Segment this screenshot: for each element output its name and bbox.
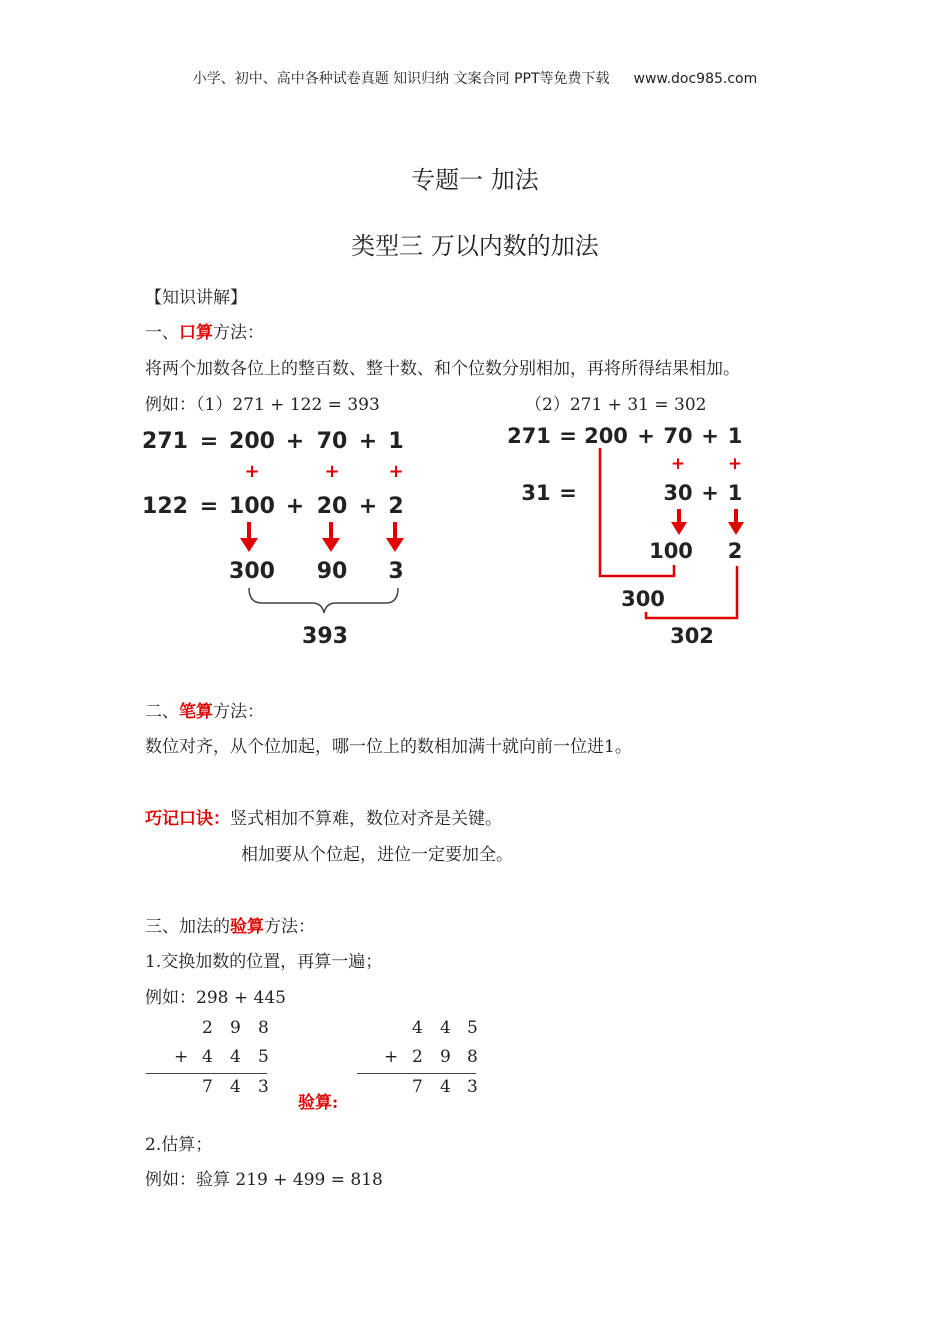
d1-plus-2: +: [388, 461, 404, 482]
d2-r1-6: 1: [727, 424, 743, 448]
v1-result-1: 4: [230, 1077, 241, 1097]
section-knowledge: 【知识讲解】: [145, 288, 247, 308]
oral-prefix: 一、: [145, 323, 179, 343]
check-prefix: 三、加法的: [145, 917, 230, 937]
d2-r2-4: 1: [727, 481, 743, 505]
d2-arrowhead-1: [728, 522, 744, 535]
v1-bottom-2: 5: [258, 1047, 269, 1067]
v2-rule: [357, 1073, 476, 1074]
mnemonic-text-1: 竖式相加不算难，数位对齐是关键。: [230, 809, 502, 829]
check-keyword: 验算: [230, 917, 264, 937]
d1-arrowhead-0: [240, 538, 258, 552]
v2-result-0: 7: [412, 1077, 423, 1097]
d1-r2-4: 20: [316, 494, 348, 519]
written-prefix: 二、: [145, 702, 179, 722]
v2-bottom-0: 2: [412, 1047, 423, 1067]
v2-bottom-2: 8: [467, 1047, 478, 1067]
check-item-2: 2.估算；: [145, 1135, 213, 1155]
v1-top-0: 2: [202, 1018, 213, 1038]
v1-top-1: 9: [230, 1018, 241, 1038]
check-heading: [145, 912, 315, 937]
v2-result-2: 3: [467, 1077, 478, 1097]
d1-r2-0: 122: [142, 494, 188, 519]
check-item-1: 1.交换加数的位置，再算一遍；: [145, 952, 383, 972]
v2-bottom-1: 9: [440, 1047, 451, 1067]
written-suffix: 方法：: [213, 702, 264, 722]
d1-r1-2: 200: [229, 429, 275, 454]
check-example-2: 例如：验算 219 + 499 = 818: [145, 1170, 383, 1190]
d2-r2-2: 30: [663, 481, 693, 505]
v2-op: +: [384, 1047, 399, 1067]
d1-r2-3: +: [285, 494, 305, 519]
d2-mid-1: 2: [727, 539, 743, 563]
d1-r1-5: +: [358, 429, 378, 454]
d1-result-0: 300: [229, 559, 275, 584]
d1-r1-4: 70: [316, 429, 348, 454]
mnemonic-label: 巧记口诀：: [145, 809, 230, 829]
d1-r1-0: 271: [142, 429, 188, 454]
d1-result-1: 90: [316, 559, 348, 584]
page-title: 专题一 加法: [411, 166, 539, 194]
d2-plus-0: +: [670, 454, 686, 474]
d2-r1-0: 271: [507, 424, 551, 448]
d2-r1-2: 200: [584, 424, 628, 448]
page-subtitle: 类型三 万以内数的加法: [351, 232, 599, 260]
d2-sum300: 300: [621, 587, 665, 611]
d2-arrowhead-0: [671, 522, 687, 535]
d1-brace: [249, 588, 398, 613]
mnemonic-line-2: 相加要从个位起，进位一定要加全。: [241, 845, 513, 865]
v1-result-0: 7: [202, 1077, 213, 1097]
d2-mid-0: 100: [649, 539, 693, 563]
d1-r2-6: 2: [388, 494, 404, 519]
d2-r1-1: =: [559, 424, 577, 448]
d1-plus-1: +: [324, 461, 340, 482]
d1-r2-5: +: [358, 494, 378, 519]
v2-top-2: 5: [467, 1018, 478, 1038]
d2-r1-3: +: [637, 424, 655, 448]
written-keyword: 笔算: [179, 702, 213, 722]
header-site-desc: 小学、初中、高中各种试卷真题 知识归纳 文案合同 PPT等免费下载: [192, 71, 610, 87]
oral-example-2: （2）271 + 31 = 302: [525, 395, 707, 415]
d1-total: 393: [302, 624, 348, 649]
d1-r1-3: +: [285, 429, 305, 454]
d1-r1-6: 1: [388, 429, 404, 454]
d2-r2-0: 31: [521, 481, 551, 505]
d1-arrowhead-2: [386, 538, 404, 552]
v2-top-0: 4: [412, 1018, 423, 1038]
v2-result-1: 4: [440, 1077, 451, 1097]
mnemonic-line-1: [145, 804, 502, 829]
written-heading: [145, 697, 264, 722]
oral-suffix: 方法：: [213, 323, 264, 343]
verify-label: 验算:: [298, 1093, 339, 1113]
d2-r2-3: +: [701, 481, 719, 505]
v1-op: +: [174, 1047, 189, 1067]
oral-keyword: 口算: [179, 323, 213, 343]
d2-r1-4: 70: [663, 424, 693, 448]
d1-r2-1: =: [199, 494, 219, 519]
written-desc: 数位对齐，从个位加起，哪一位上的数相加满十就向前一位进1。: [145, 737, 632, 757]
d1-arrowhead-1: [322, 538, 340, 552]
check-suffix: 方法：: [264, 917, 315, 937]
v2-top-1: 4: [440, 1018, 451, 1038]
d2-r2-1: =: [559, 481, 577, 505]
header-url[interactable]: www.doc985.com: [633, 71, 758, 87]
d1-result-2: 3: [388, 559, 404, 584]
v1-top-2: 8: [258, 1018, 269, 1038]
d1-r1-1: =: [199, 429, 219, 454]
d2-r1-5: +: [701, 424, 719, 448]
oral-desc: 将两个加数各位上的整百数、整十数、和个位数分别相加，再将所得结果相加。: [145, 359, 740, 379]
v1-bottom-1: 4: [230, 1047, 241, 1067]
check-example-1: 例如：298 + 445: [145, 988, 286, 1008]
v1-bottom-0: 4: [202, 1047, 213, 1067]
d2-total: 302: [670, 624, 714, 648]
v1-result-2: 3: [258, 1077, 269, 1097]
d1-r2-2: 100: [229, 494, 275, 519]
d1-plus-0: +: [244, 461, 260, 482]
oral-example-1: 例如：（1）271 + 122 = 393: [145, 395, 380, 415]
d2-plus-1: +: [727, 454, 743, 474]
v1-rule: [146, 1073, 267, 1074]
